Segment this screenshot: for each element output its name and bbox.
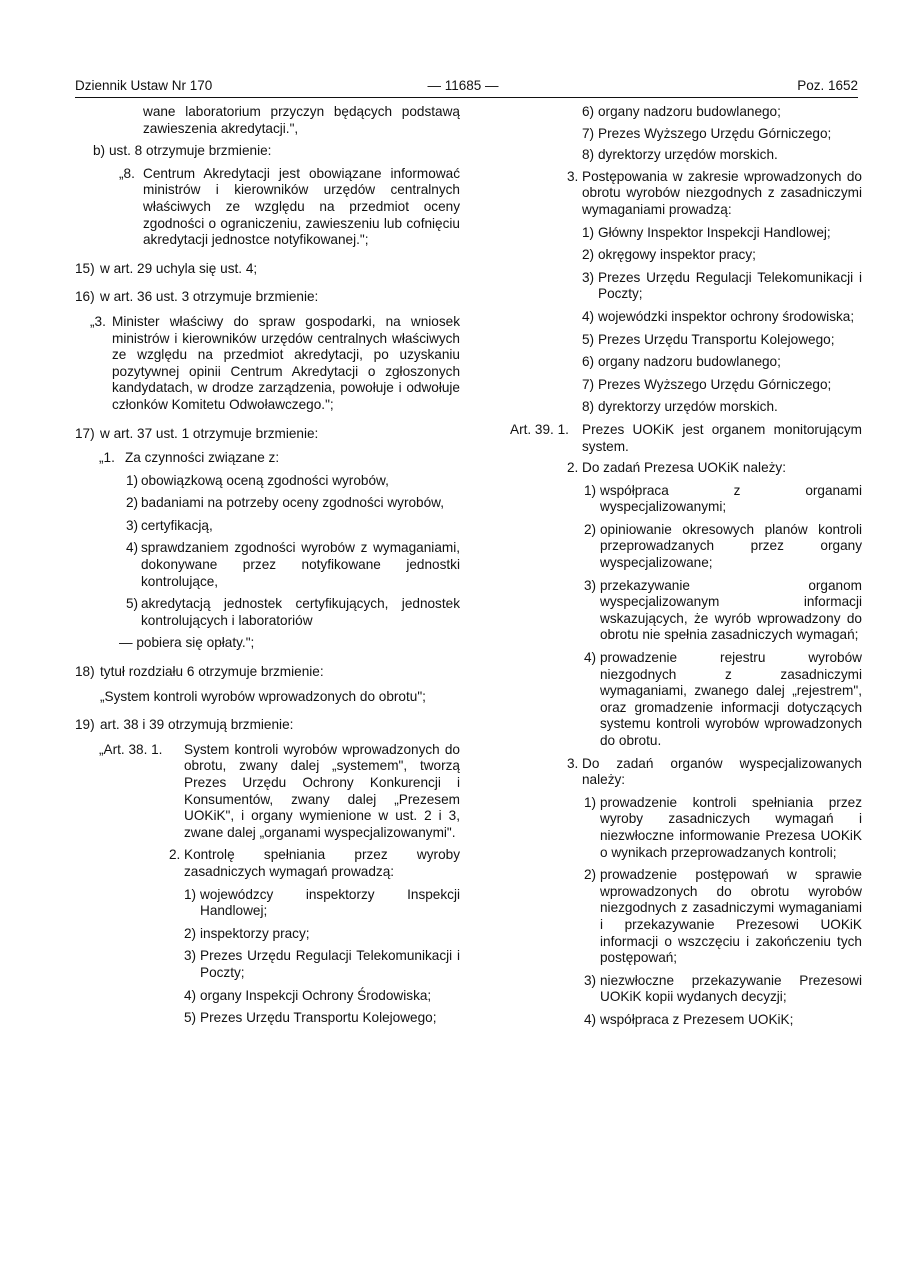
article-38-paragraph-2 (169, 847, 460, 880)
list-marker: 4) (126, 540, 139, 556)
list-item (184, 988, 460, 1005)
list-marker: 8) (582, 147, 595, 163)
list-marker: 3) (584, 577, 597, 593)
list-marker: 4) (582, 308, 595, 324)
list-item (582, 147, 862, 164)
list-item (584, 650, 862, 750)
list-text: badaniami na potrzeby oceny zgodności wyrobów, (141, 495, 445, 511)
list-marker: 5) (582, 331, 595, 347)
list-item (184, 1010, 460, 1027)
list-text: organy Inspekcji Ochrony Środowiska; (200, 987, 432, 1003)
list-text: współpraca z organami wyspecjalizowanymi; (600, 482, 862, 515)
article-text: Prezes UOKiK jest organem monitorującym system. (582, 421, 862, 454)
list-marker: 7) (582, 125, 595, 141)
list-item (126, 473, 460, 490)
list-text: Prezes Urzędu Transportu Kolejowego; (200, 1010, 437, 1026)
list-marker: 4) (584, 1011, 597, 1027)
article-39-paragraph-2 (567, 460, 862, 477)
article-39-paragraph-1 (510, 422, 862, 455)
list-marker: 1) (582, 224, 595, 240)
list-item (582, 377, 862, 394)
item-marker: 16) (75, 289, 95, 305)
list-marker: 1) (584, 482, 597, 498)
paragraph-text: Centrum Akredytacji jest obowiązane informować ministrów i kierowników urzędów centralnych właściwych ze względu na przedmiot oceny zgodności o ograniczeniu, zawieszeniu lub cofnięciu akredytacji jednostce notyfikowanej."; (143, 165, 460, 248)
left-column (75, 104, 460, 1027)
list-text: okręgowy inspektor pracy; (598, 247, 756, 263)
point-b (93, 143, 460, 160)
list-marker: 2) (584, 867, 597, 883)
item-text: art. 38 i 39 otrzymują brzmienie: (100, 717, 294, 733)
point-marker: b) (93, 143, 106, 159)
list-text: wojewódzcy inspektorzy Inspekcji Handlowej; (200, 886, 460, 919)
item-17 (75, 426, 460, 443)
item-text: w art. 36 ust. 3 otrzymuje brzmienie: (100, 289, 319, 305)
list-item (584, 483, 862, 516)
list-item (184, 948, 460, 981)
list-marker: 7) (582, 376, 595, 392)
paragraph-marker: „8. (119, 165, 135, 181)
list-marker: 2) (582, 247, 595, 263)
item-marker: 17) (75, 425, 95, 441)
list-text: organy nadzoru budowlanego; (598, 104, 781, 119)
list-marker: 4) (584, 650, 597, 666)
inspection-bodies-list (184, 887, 460, 1027)
paragraph-text: Postępowania w zakresie wprowadzonych do obrotu wyrobów niezgodnych z zasadniczymi wymaganiami prowadzą: (582, 168, 862, 217)
position-number: Poz. 1652 (797, 78, 858, 93)
list-text: certyfikacją, (141, 517, 213, 533)
page-number: — 11685 — (427, 78, 499, 93)
list-item (126, 596, 460, 629)
list-item (584, 867, 862, 967)
list-text: Prezes Urzędu Regulacji Telekomunikacji i Poczty; (598, 269, 862, 302)
quoted-paragraph-1 (99, 450, 460, 467)
list-marker: 1) (126, 472, 139, 488)
fee-tail-text: — pobiera się opłaty."; (119, 635, 255, 651)
journal-title: Dziennik Ustaw Nr 170 (75, 78, 213, 93)
list-item (582, 225, 862, 242)
list-text: dyrektorzy urzędów morskich. (598, 399, 778, 415)
item-marker: 18) (75, 664, 95, 680)
list-text: prowadzenie postępowań w sprawie wprowadzonych do obrotu wyrobów niezgodnych z zasadniczymi wymaganiami i przekazywanie Prezesowi UOKiK informacji o wszczęciu i zakończeniu tych postępowań; (600, 867, 862, 966)
paragraph-text: Minister właściwy do spraw gospodarki, na wniosek ministrów i kierowników urzędów centralnych właściwych ze względu na przedmiot akredytacji, po uzyskaniu pozytywnej opinii Centrum Akredytacji o zgłoszonych kandydatach, w drodze zarządzenia, powołuje i odwołuje członków Komitetu Odwoławczego."; (112, 313, 460, 412)
list-item (584, 522, 862, 572)
list-marker: 3) (184, 948, 197, 964)
list-text: Główny Inspektor Inspekcji Handlowej; (598, 224, 831, 240)
list-item (582, 104, 862, 121)
list-text: prowadzenie rejestru wyrobów niezgodnych z zasadniczymi wymaganiami, zwanego dalej „rejestrem", oraz gromadzenie informacji dotyczących systemu kontroli wyrobów wprowadzonych do obrotu. (600, 650, 862, 748)
list-text: organy nadzoru budowlanego; (598, 354, 781, 370)
list-marker: 2) (184, 925, 197, 941)
list-marker: 6) (582, 354, 595, 370)
specialized-bodies-tasks-list (584, 795, 862, 1029)
paragraph-text: Do zadań Prezesa UOKiK należy: (582, 460, 787, 476)
list-text: niezwłoczne przekazywanie Prezesowi UOKiK kopii wydanych decyzji; (600, 972, 862, 1005)
list-text: sprawdzaniem zgodności wyrobów z wymaganiami, dokonywane przez notyfikowane jednostki kontrolujące, (141, 540, 460, 589)
paragraph-marker: 3. (567, 755, 579, 771)
continuation-text: wane laboratorium przyczyn będących podstawą zawieszenia akredytacji.", (143, 104, 460, 136)
header-rule (75, 97, 858, 98)
item-marker: 15) (75, 260, 95, 276)
list-marker: 3) (126, 517, 139, 533)
list-marker: 3) (582, 269, 595, 285)
list-item (584, 795, 862, 861)
list-marker: 1) (184, 886, 197, 902)
paragraph-marker: „3. (90, 313, 106, 329)
list-text: akredytacją jednostek certyfikujących, jednostek kontrolujących i laboratoriów (141, 596, 460, 628)
list-text: współpraca z Prezesem UOKiK; (600, 1011, 794, 1027)
list-marker: 4) (184, 987, 197, 1003)
list-text: Prezes Wyższego Urzędu Górniczego; (598, 125, 832, 141)
list-item (582, 270, 862, 303)
list-item (582, 332, 862, 349)
list-marker: 5) (126, 596, 139, 612)
item-18 (75, 664, 460, 681)
list-marker: 3) (584, 972, 597, 988)
item-text: tytuł rozdziału 6 otrzymuje brzmienie: (100, 664, 324, 680)
list-text: inspektorzy pracy; (200, 925, 310, 941)
list-marker: 2) (584, 521, 597, 537)
article-marker: Art. 39. 1. (510, 421, 569, 437)
paragraph-marker: 2. (169, 847, 181, 863)
right-column (510, 104, 862, 1029)
list-item (584, 578, 862, 644)
list-item (184, 926, 460, 943)
list-item (584, 1012, 862, 1029)
list-item (184, 887, 460, 920)
list-text: opiniowanie okresowych planów kontroli przeprowadzanych przez organy wyspecjalizowane; (600, 521, 862, 571)
list-marker: 8) (582, 399, 595, 415)
list-item (582, 399, 862, 416)
list-text: Prezes Urzędu Transportu Kolejowego; (598, 331, 835, 347)
list-text: Prezes Urzędu Regulacji Telekomunikacji i Poczty; (200, 948, 460, 980)
list-marker: 6) (582, 104, 595, 119)
uokik-tasks-list (584, 483, 862, 750)
list-marker: 5) (184, 1010, 197, 1026)
article-38-paragraph-1 (99, 742, 460, 842)
list-text: wojewódzki inspektor ochrony środowiska; (598, 308, 855, 324)
list-item (126, 495, 460, 512)
article-39-paragraph-3 (567, 756, 862, 789)
paragraph-text: Kontrolę spełniania przez wyroby zasadniczych wymagań prowadzą: (184, 847, 460, 879)
paragraph-marker: 2. (567, 460, 579, 476)
item-19 (75, 717, 460, 734)
list-item (126, 518, 460, 535)
paragraph-marker: 3. (567, 168, 579, 184)
article-38-paragraph-3 (567, 169, 862, 219)
list-text: prowadzenie kontroli spełniania przez wyroby zasadniczych wymagań i niezwłoczne informowanie Prezesa UOKiK o wynikach przeprowadzanych kontroli; (600, 794, 862, 860)
list-item (584, 973, 862, 1006)
list-item (582, 354, 862, 371)
paragraph-text: Do zadań organów wyspecjalizowanych należy: (582, 755, 862, 788)
list-item (126, 540, 460, 590)
item-marker: 19) (75, 717, 95, 733)
fee-items-list (119, 472, 460, 652)
list-marker: 2) (126, 495, 139, 511)
list-item (582, 309, 862, 326)
article-marker: „Art. 38. 1. (99, 741, 163, 757)
list-text: Prezes Wyższego Urzędu Górniczego; (598, 376, 832, 392)
item-16 (75, 289, 460, 306)
paragraph-marker: „1. (99, 450, 115, 466)
article-text: System kontroli wyrobów wprowadzonych do obrotu, zwany dalej „systemem", tworzą Prezes Urzędu Ochrony Konkurencji i Konsumentów, zwany dalej „Prezesem UOKiK", i organy wymienione w ust. 2 i 3, zwane dalej „organami wyspecjalizowanymi". (184, 741, 460, 840)
list-text: obowiązkową oceną zgodności wyrobów, (141, 472, 389, 488)
item-text: w art. 37 ust. 1 otrzymuje brzmienie: (100, 425, 319, 441)
list-text: dyrektorzy urzędów morskich. (598, 147, 778, 163)
item-15 (75, 261, 460, 278)
paragraph-text: Za czynności związane z: (125, 450, 280, 466)
list-text: przekazywanie organom wyspecjalizowanym informacji wskazujących, że wyrób wprowadzony do obrotu nie spełnia zasadniczych wymagań; (600, 577, 862, 643)
quoted-paragraph-3 (90, 314, 460, 414)
inspection-bodies-list-continued (582, 104, 862, 164)
list-item (582, 247, 862, 264)
quoted-paragraph-8 (119, 166, 460, 249)
proceedings-bodies-list (582, 225, 862, 416)
chapter-title-quote: „System kontroli wyrobów wprowadzonych do obrotu"; (100, 688, 426, 704)
list-marker: 1) (584, 794, 597, 810)
item-text: w art. 29 uchyla się ust. 4; (100, 260, 258, 276)
list-item (582, 126, 862, 143)
point-text: ust. 8 otrzymuje brzmienie: (109, 143, 272, 159)
